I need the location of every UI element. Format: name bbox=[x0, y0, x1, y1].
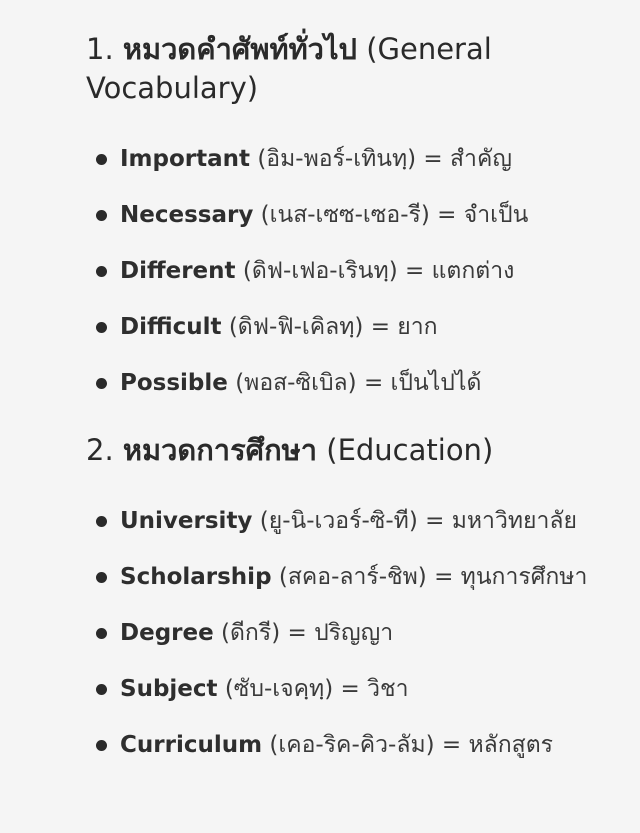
section-title-english: (General Vocabulary) bbox=[86, 32, 492, 105]
vocab-item bbox=[94, 561, 600, 617]
thai-meaning: = เป็นไปได้ bbox=[363, 370, 482, 396]
english-word: Different bbox=[120, 258, 236, 284]
english-word: Subject bbox=[120, 676, 218, 702]
pronunciation: (เนส-เซซ-เซอ-รี) bbox=[260, 202, 430, 228]
english-word: Possible bbox=[120, 370, 228, 396]
thai-meaning: = จำเป็น bbox=[437, 202, 529, 228]
thai-meaning: = แตกต่าง bbox=[404, 258, 515, 284]
vocab-item bbox=[94, 729, 600, 785]
pronunciation: (สคอ-ลาร์-ชิพ) bbox=[278, 564, 427, 590]
bullet-icon bbox=[96, 684, 107, 695]
thai-meaning: = สำคัญ bbox=[423, 146, 512, 172]
thai-meaning: = ยาก bbox=[370, 314, 438, 340]
bullet-icon bbox=[96, 628, 107, 639]
pronunciation: (อิม-พอร์-เทินทฺ) bbox=[257, 146, 417, 172]
english-word: Curriculum bbox=[120, 732, 263, 758]
vocab-item bbox=[94, 143, 600, 199]
vocab-item bbox=[94, 367, 600, 423]
bullet-icon bbox=[96, 322, 107, 333]
bullet-icon bbox=[96, 210, 107, 221]
section-title-thai: หมวดการศึกษา bbox=[122, 433, 318, 467]
bullet-icon bbox=[96, 154, 107, 165]
vocab-item bbox=[94, 255, 600, 311]
pronunciation: (ดิฟ-เฟอ-เรินทฺ) bbox=[242, 258, 398, 284]
pronunciation: (พอส-ซิเบิล) bbox=[235, 370, 357, 396]
vocab-item bbox=[94, 311, 600, 367]
bullet-icon bbox=[96, 740, 107, 751]
pronunciation: (ดีกรี) bbox=[221, 620, 281, 646]
thai-meaning: = ปริญญา bbox=[287, 620, 394, 646]
vocab-item bbox=[94, 199, 600, 255]
vocab-list-education bbox=[86, 505, 600, 785]
english-word: Difficult bbox=[120, 314, 222, 340]
section-heading-general-vocabulary bbox=[86, 30, 600, 108]
english-word: Important bbox=[120, 146, 251, 172]
section-title-english: (Education) bbox=[326, 433, 494, 467]
english-word: Necessary bbox=[120, 202, 254, 228]
section-number: 1. bbox=[86, 32, 114, 66]
english-word: Scholarship bbox=[120, 564, 272, 590]
english-word: Degree bbox=[120, 620, 214, 646]
section-title-thai: หมวดคำศัพท์ทั่วไป bbox=[122, 32, 357, 66]
section-heading-education bbox=[86, 431, 600, 470]
bullet-icon bbox=[96, 378, 107, 389]
pronunciation: (ยู-นิ-เวอร์-ซิ-ที) bbox=[259, 508, 418, 534]
bullet-icon bbox=[96, 572, 107, 583]
thai-meaning: = ทุนการศึกษา bbox=[434, 564, 588, 590]
thai-meaning: = วิชา bbox=[340, 676, 409, 702]
bullet-icon bbox=[96, 516, 107, 527]
pronunciation: (ดิฟ-ฟิ-เคิลทฺ) bbox=[228, 314, 364, 340]
thai-meaning: = มหาวิทยาลัย bbox=[425, 508, 577, 534]
pronunciation: (เคอ-ริค-คิว-ลัม) bbox=[269, 732, 435, 758]
pronunciation: (ซับ-เจคฺทฺ) bbox=[224, 676, 334, 702]
vocab-item bbox=[94, 673, 600, 729]
vocab-item bbox=[94, 505, 600, 561]
bullet-icon bbox=[96, 266, 107, 277]
section-number: 2. bbox=[86, 433, 114, 467]
english-word: University bbox=[120, 508, 253, 534]
thai-meaning: = หลักสูตร bbox=[441, 732, 553, 758]
vocab-list-general bbox=[86, 143, 600, 423]
vocab-item bbox=[94, 617, 600, 673]
